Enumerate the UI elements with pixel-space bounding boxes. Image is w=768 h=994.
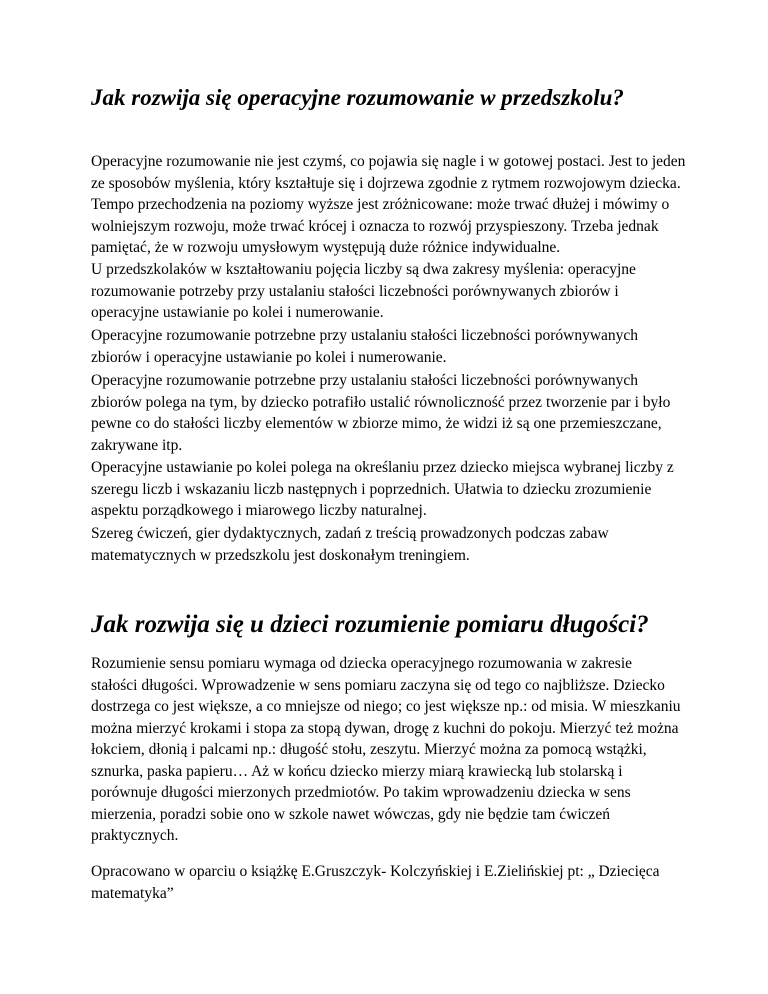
paragraph: Operacyjne rozumowanie potrzebne przy ustalaniu stałości liczebności porównywanych zbiorów polega na tym, by dziecko potrafiło ustalić równoliczność przez tworzenie par i było pewne co do stałości liczby elementów w zbiorze mimo, że widzi iż są one przemieszczane, zakrywane itp. bbox=[91, 372, 671, 454]
source-note: Opracowano w oparciu o książkę E.Gruszczyk- Kolczyńskiej i E.Zielińskiej pt: „ Dziecięca matematyka” bbox=[91, 863, 660, 902]
paragraph: U przedszkolaków w kształtowaniu pojęcia liczby są dwa zakresy myślenia: operacyjne rozumowanie potrzeby przy ustalaniu stałości liczebności porównywanych zbiorów i operacyjne ustawianie po kolei i numerowanie. bbox=[91, 261, 636, 321]
section-heading-operational-reasoning: Jak rozwija się operacyjne rozumowanie w przedszkolu? bbox=[91, 85, 624, 110]
paragraph: Szereg ćwiczeń, gier dydaktycznych, zadań z treścią prowadzonych podczas zabaw matematycznych w przedszkolu jest doskonałym treningiem. bbox=[91, 525, 609, 564]
paragraph: Operacyjne ustawianie po kolei polega na określaniu przez dziecko miejsca wybranej liczby z szeregu liczb i wskazaniu liczb następnych i poprzednich. Ułatwia to dziecku zrozumienie aspektu porządkowego i miarowego liczby naturalnej. bbox=[91, 459, 674, 519]
paragraph: Operacyjne rozumowanie potrzebne przy ustalaniu stałości liczebności porównywanych zbiorów i operacyjne ustawianie po kolei i numerowanie. bbox=[91, 327, 639, 366]
paragraph: Rozumienie sensu pomiaru wymaga od dziecka operacyjnego rozumowania w zakresie stałości długości. Wprowadzenie w sens pomiaru zaczyna się od tego co najbliższe. Dziecko dostrzega co jest większe, a co mniejsze od niego; co jest większe np.: od misia. W mieszkaniu można mierzyć krokami i stopa za stopą dywan, drogę z kuchni do pokoju. Mierzyć też można łokciem, dłonią i palcami np.: długość stołu, zeszytu. Mierzyć można za pomocą wstążki, sznurka, paska papieru… Aż w końcu dziecko mierzy miarą krawiecką lub stolarską i porównuje długości mierzonych przedmiotów. Po takim wprowadzeniu dziecka w sens mierzenia, poradzi sobie ono w szkole nawet wówczas, gdy nie będzie tam ćwiczeń praktycznych. bbox=[91, 655, 681, 844]
paragraph: Operacyjne rozumowanie nie jest czymś, co pojawia się nagle i w gotowej postaci. Jest to jeden ze sposobów myślenia, który kształtuje się i dojrzewa zgodnie z rytmem rozwojowym dziecka. Tempo przechodzenia na poziomy wyższe jest zróżnicowane: może trwać dłużej i mówimy o wolniejszym rozwoju, może trwać krócej i oznacza to rozwój przyspieszony. Trzeba jednak pamiętać, że w rozwoju umysłowym występują duże różnice indywidualne. bbox=[91, 153, 686, 256]
section-heading-length-measurement: Jak rozwija się u dzieci rozumienie pomiaru długości? bbox=[91, 611, 649, 638]
